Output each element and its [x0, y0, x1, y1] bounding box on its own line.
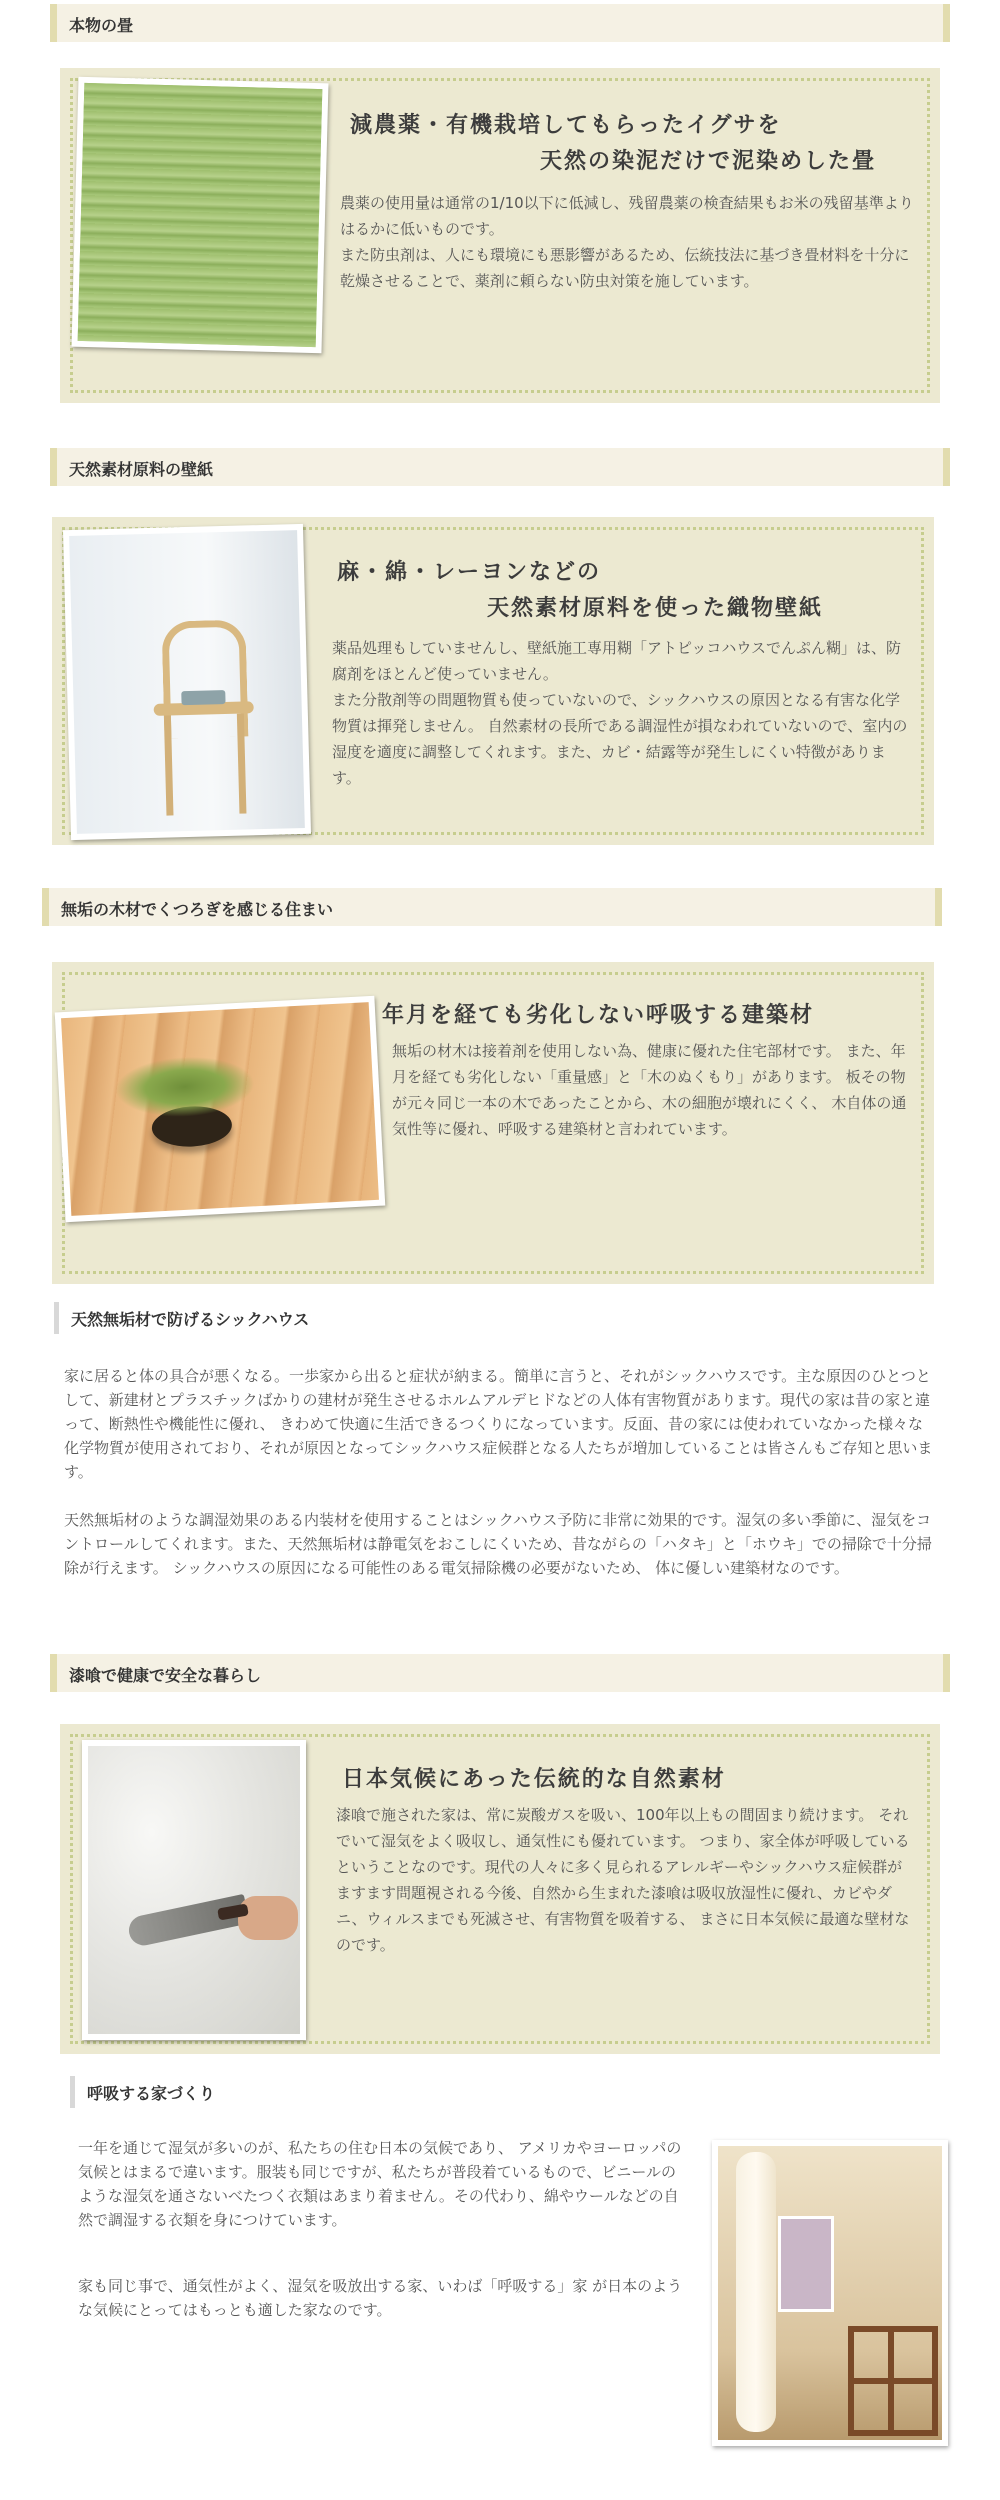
wallpaper-body: 薬品処理もしていませんし、壁紙施工専用糊「アトピッコハウスでんぷん糊」は、防腐剤をほとんど使っていません。 また分散剤等の問題物質も使っていないので、シックハウスの原因となる有害な化学物質は揮発しません。 自然素材の長所である調湿性が損なわれていないので、室内の湿度を適度に調整してくれます。また、カビ・結露等が発生しにくい特徴があります。 — [332, 639, 908, 787]
section-heading-tatami — [50, 4, 950, 42]
wallpaper-title-line2: 天然素材原料を使った織物壁紙 — [487, 595, 824, 621]
section-heading-text: 天然素材原料の壁紙 — [69, 460, 214, 479]
chair-photo — [63, 524, 311, 840]
plaster-panel — [60, 1724, 940, 2054]
tatami-title-line2: 天然の染泥だけで泥染めした畳 — [540, 148, 877, 174]
wood-floor-photo — [55, 996, 386, 1222]
section-heading-wood — [42, 888, 942, 926]
tatami-title-line1: 減農薬・有機栽培してもらったイグサを — [350, 112, 782, 138]
plaster-body: 漆喰で施された家は、常に炭酸ガスを吸い、100年以上もの間固まり続けます。 それでいて湿気をよく吸収し、通気性にも優れています。 つまり、家全体が呼吸しているということなのです。現代の人々に多く見られるアレルギーやシックハウス症候群がますます問題視される今後、自然から生まれた漆喰は吸収放湿性に優れ、カビやダニ、ウィルスまでも死滅させ、有害物質を吸着する、 まさに日本気候に最適な壁材なのです。 — [336, 1806, 910, 1954]
plaster-title: 日本気候にあった伝統的な自然素材 — [342, 1766, 726, 1792]
section-heading-plaster — [50, 1654, 950, 1692]
subheading-text: 天然無垢材で防げるシックハウス — [71, 1310, 310, 1329]
subheading-text: 呼吸する家づくり — [87, 2084, 216, 2103]
sickhouse-para2: 天然無垢材のような調湿効果のある内装材を使用することはシックハウス予防に非常に効果的です。湿気の多い季節に、湿気をコントロールしてくれます。また、天然無垢材は静電気をおこしにくいため、昔ながらの「ハタキ」と「ホウキ」での掃除で十分掃除が行えます。 シックハウスの原因になる可能性のある電気掃除機の必要がないため、 体に優しい建築材なのです。 — [64, 1511, 932, 1577]
tatami-photo — [72, 77, 329, 353]
plaster-photo — [82, 1740, 306, 2040]
subheading-breathing — [70, 2076, 940, 2108]
section-heading-wallpaper — [50, 448, 950, 486]
wallpaper-title-line1: 麻・綿・レーヨンなどの — [337, 559, 602, 585]
tatami-panel — [60, 68, 940, 403]
interior-photo — [712, 2140, 948, 2446]
breathing-para2: 家も同じ事で、通気性がよく、湿気を吸放出する家、いわば「呼吸する」家 が日本のような気候にとってはもっとも適した家なのです。 — [78, 2277, 683, 2319]
tatami-body: 農薬の使用量は通常の1/10以下に低減し、残留農薬の検査結果もお米の残留基準よりはるかに低いものです。 また防虫剤は、人にも環境にも悪影響があるため、伝統技法に基づき畳材料を十分に乾燥させることで、薬剤に頼らない防虫対策を施しています。 — [340, 194, 914, 290]
wood-title: 年月を経ても劣化しない呼吸する建築材 — [382, 1002, 815, 1028]
sickhouse-para1: 家に居ると体の具合が悪くなる。一歩家から出ると症状が納まる。簡単に言うと、それがシックハウスです。主な原因のひとつとして、新建材とプラスチックばかりの建材が発生させるホルムアルデヒドなどの人体有害物質があります。現代の家は昔の家と違って、断熱性や機能性に優れ、 きわめて快適に生活できるつくりになっています。反面、昔の家には使われていなかった様々な化学物質が使用されており、それが原因となってシックハウス症候群となる人たちが増加していることは皆さんもご存知と思います。 — [64, 1367, 933, 1481]
wallpaper-panel — [52, 517, 934, 845]
section-heading-text: 本物の畳 — [69, 16, 134, 35]
wood-panel — [52, 962, 934, 1284]
breathing-para1: 一年を通じて湿気が多いのが、私たちの住む日本の気候であり、 アメリカやヨーロッパの気候とはまるで違います。服装も同じですが、私たちが普段着ているもので、ビニールのような湿気を通さないべたつく衣類はあまり着ません。その代わり、綿やウールなどの自然で調湿する衣類を身につけています。 — [78, 2139, 682, 2229]
subheading-sickhouse — [54, 1302, 934, 1334]
wood-body: 無垢の材木は接着剤を使用しない為、健康に優れた住宅部材です。 また、年月を経ても劣化しない「重量感」と「木のぬくもり」があります。 板その物が元々同じ一本の木であったことから、木の細胞が壊れにくく、 木自体の通気性等に優れ、呼吸する建築材と言われています。 — [392, 1042, 907, 1138]
section-heading-text: 無垢の木材でくつろぎを感じる住まい — [61, 900, 334, 919]
section-heading-text: 漆喰で健康で安全な暮らし — [69, 1666, 262, 1685]
